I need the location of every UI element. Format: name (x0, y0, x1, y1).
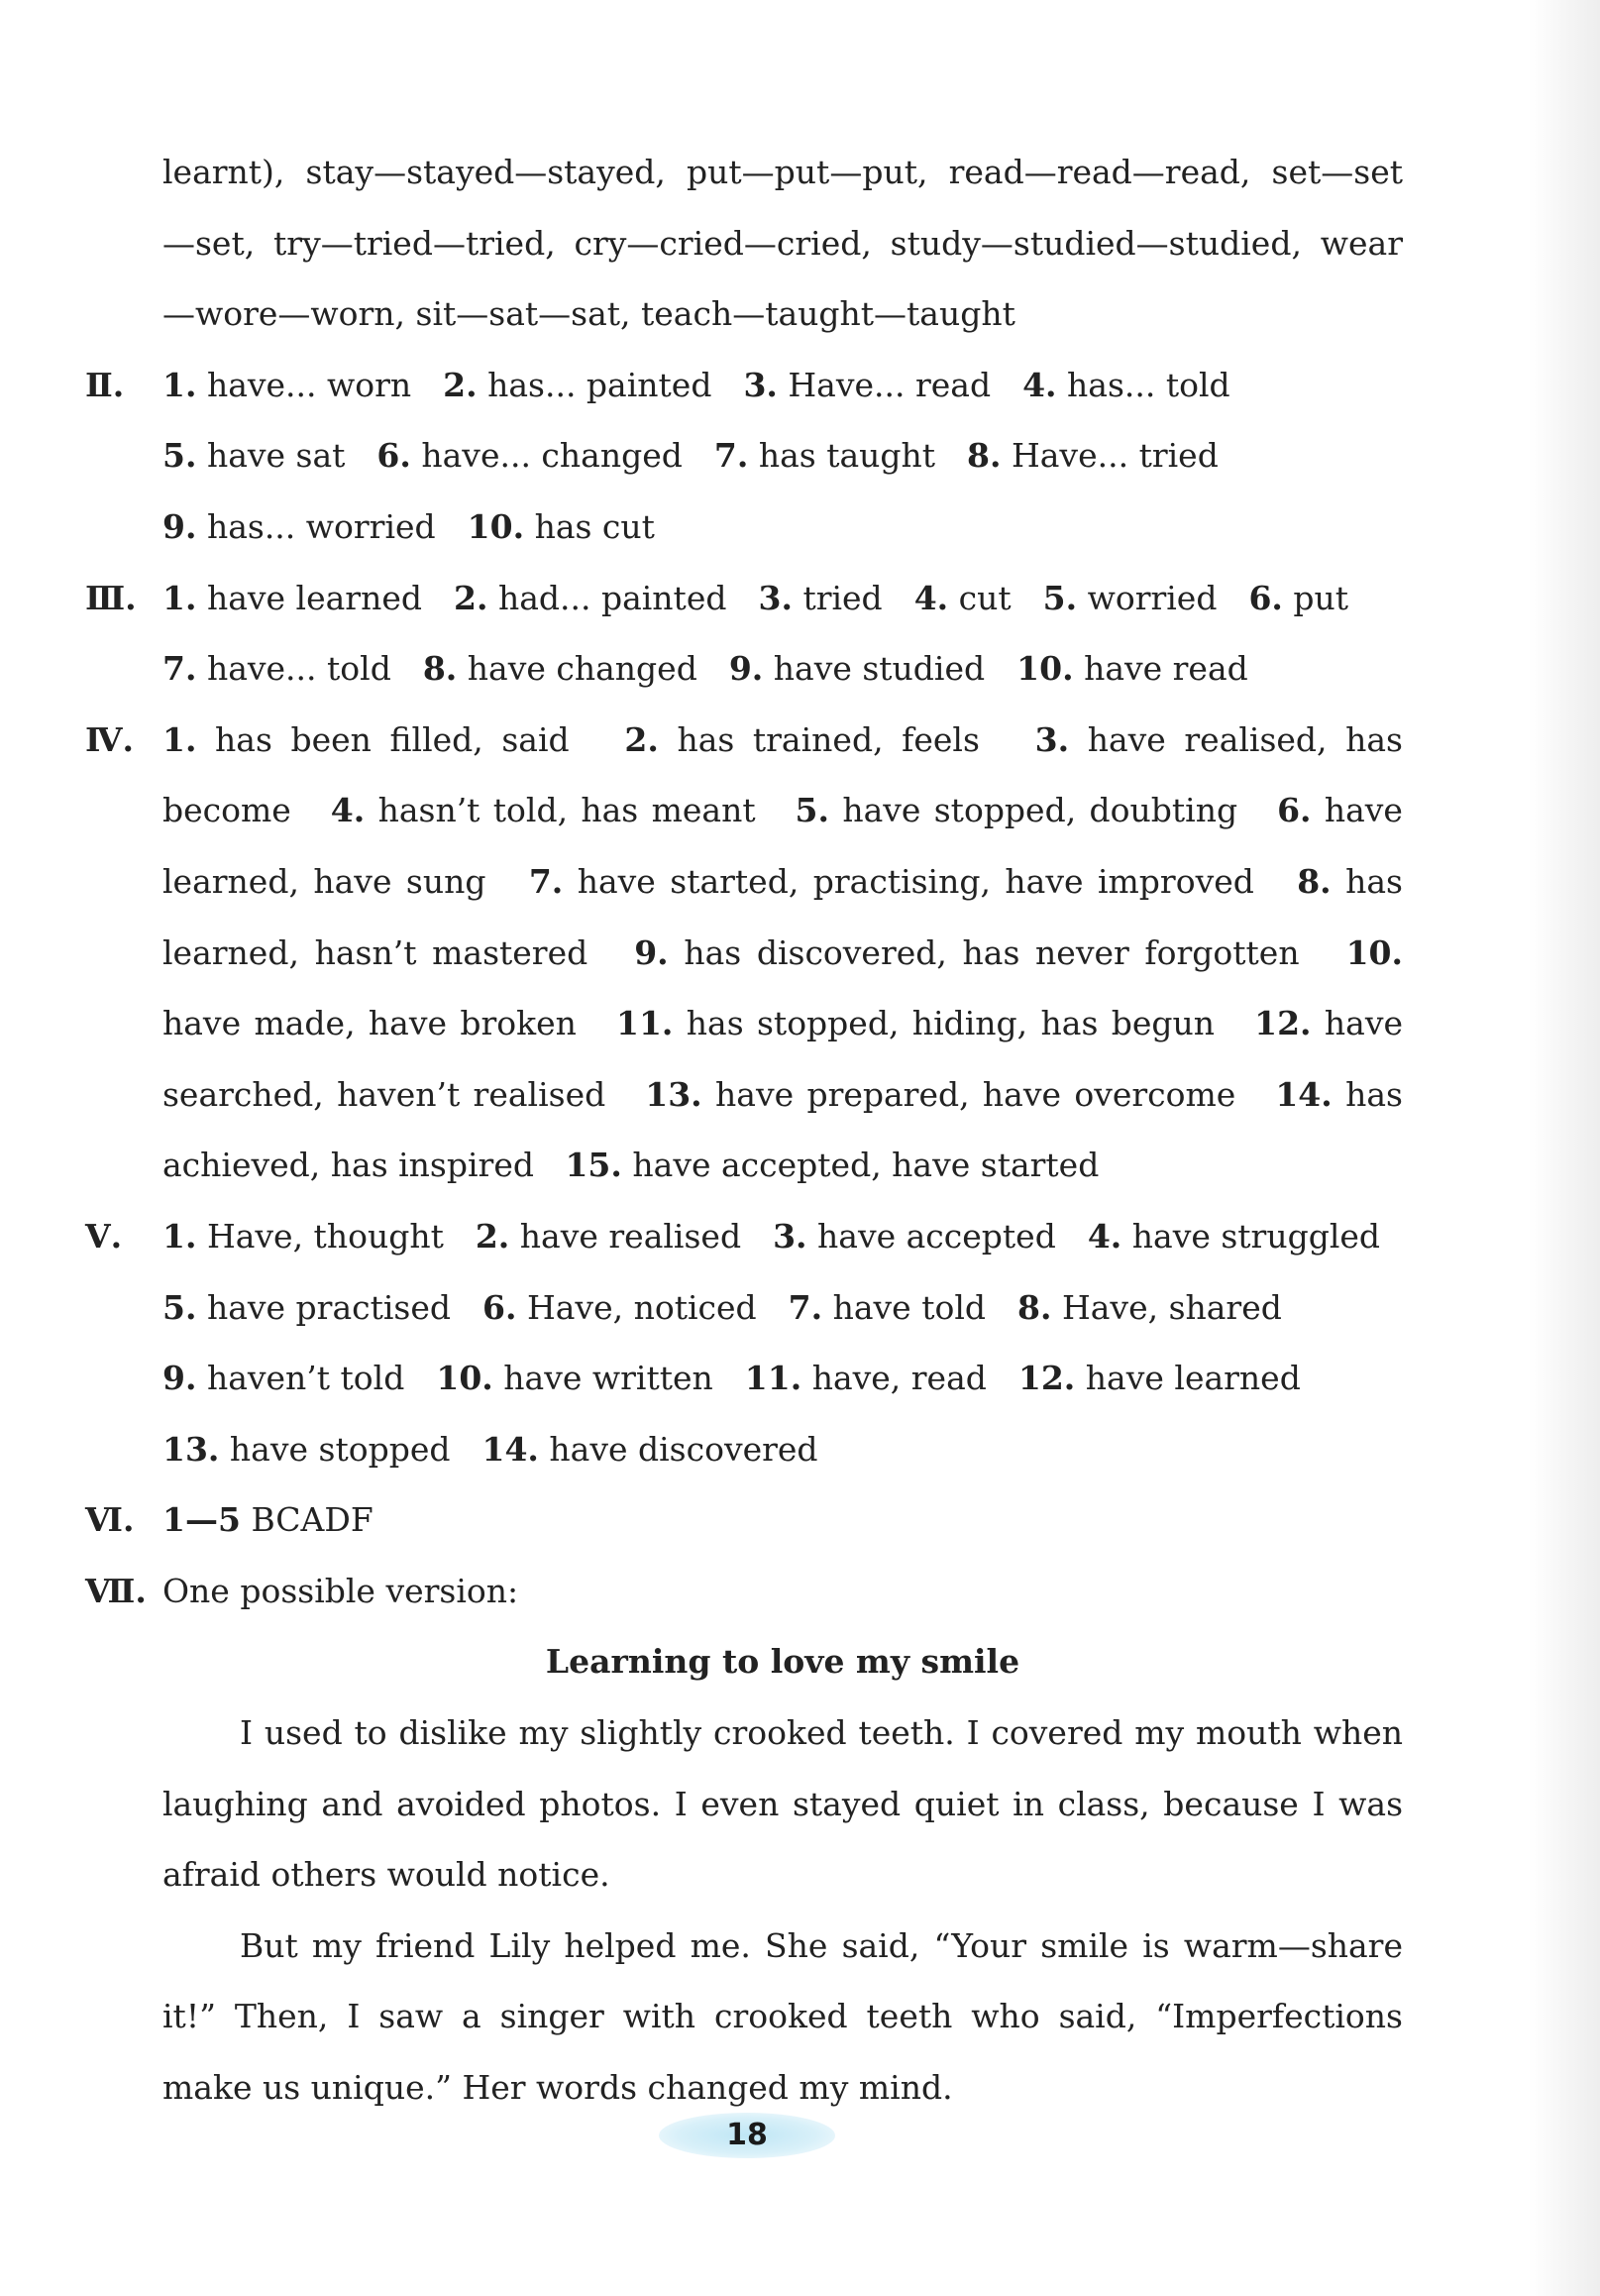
section-numeral: Ⅵ. (85, 1500, 135, 1540)
section-5-line (85, 1272, 1403, 1344)
section-3-line (85, 633, 1403, 705)
section-2-line (85, 420, 1403, 492)
answer-item: 7. has taught (713, 436, 936, 476)
section-numeral: Ⅱ. (85, 365, 125, 404)
answer-item: 9. has... worried (162, 506, 436, 546)
answer-item: 8. have changed (422, 649, 697, 689)
answer-item: 13. have stopped (162, 1429, 451, 1469)
answer-item: 10. have read (1016, 649, 1248, 689)
answer-item: 6. Have, noticed (482, 1287, 757, 1327)
answer-item: 5. have practised (162, 1287, 452, 1327)
section-7-intro: One possible version: (162, 1571, 519, 1610)
answer-item: 10. has cut (467, 506, 655, 546)
answer-item: 2. had... painted (453, 578, 727, 617)
answer-item: 3. have accepted (773, 1216, 1056, 1256)
answer-item: 6. have... changed (376, 436, 683, 476)
verb-forms-line: —wore—worn, sit—sat—sat, teach—taught—taught (162, 294, 1015, 334)
essay-title: Learning to love my smile (545, 1642, 1020, 1682)
section-6-line (85, 1484, 1403, 1556)
answer-item: 3. Have... read (743, 365, 992, 404)
section-numeral: Ⅴ. (85, 1216, 123, 1256)
verb-forms-line: learnt), stay—stayed—stayed, put—put—put, read—read—read, set—set (162, 153, 1403, 191)
answer-item: 14. have discovered (481, 1429, 818, 1469)
answer-item: 5. have sat (162, 436, 346, 476)
answer-item: 1. Have, thought (162, 1216, 444, 1256)
section-3-line (85, 563, 1403, 634)
section-5-line (85, 1343, 1403, 1414)
answer-key-content (85, 137, 1403, 2124)
answer-item: 2. has... painted (443, 365, 712, 404)
page-edge-shadow (1529, 0, 1600, 2296)
answer-item: 1. have learned (162, 578, 422, 617)
answer-range: 1—5 (162, 1500, 241, 1540)
section-2-line (85, 492, 1403, 563)
answer-item: 12. have learned (1017, 1359, 1301, 1398)
answer-item: 1. have... worn (162, 365, 412, 404)
answer-item: 6. put (1248, 578, 1349, 617)
answer-item: 9. have studied (728, 649, 986, 689)
answer-item: 5. worried (1042, 578, 1218, 617)
page-number: 18 (659, 2113, 835, 2158)
answer-letters: BCADF (251, 1500, 373, 1540)
section-7-line (85, 1556, 1403, 1627)
answer-item: 7. have... told (162, 649, 391, 689)
answer-item: 3. tried (758, 578, 883, 617)
answer-item: 4. cut (913, 578, 1012, 617)
answer-item: 11. have, read (744, 1359, 987, 1398)
section-4-block (85, 705, 1403, 1201)
essay-paragraph: I used to dislike my slightly crooked teeth. I covered my mouth when laughing and avoided photos. I even stayed quiet in class, because I was afraid others would notice. (162, 1713, 1403, 1895)
section-5-line (85, 1414, 1403, 1485)
answer-item: 8. Have, shared (1017, 1287, 1282, 1327)
answer-item: 2. have realised (475, 1216, 742, 1256)
answer-item: 4. have struggled (1087, 1216, 1381, 1256)
section-4-answers: 1. has been filled, said 2. has trained, feels 3. have realised, has become 4. hasn’t told, has meant 5. have stopped, doubting 6. have learned, have sung 7. have started, practising, have improved 8. has learned, hasn’t mastered 9. has discovered, has never forgotten 10. have made, have broken 11. has stopped, hiding, has begun 12. have searched, haven’t realised 13. have prepared, have overcome 14. has achieved, has inspired 15. have accepted, have started (162, 719, 1403, 1185)
answer-item: 10. have written (436, 1359, 713, 1398)
section-numeral: Ⅶ. (85, 1571, 147, 1610)
essay-body (85, 1697, 1403, 2124)
section-numeral: Ⅲ. (85, 578, 137, 617)
essay-paragraph: But my friend Lily helped me. She said, “Your smile is warm—share it!” Then, I saw a singer with crooked teeth who said, “Imperfections make us unique.” Her words changed my mind. (162, 1925, 1403, 2108)
section-numeral: Ⅳ. (85, 719, 134, 759)
answer-item: 8. Have... tried (967, 436, 1219, 476)
answer-item: 7. have told (788, 1287, 987, 1327)
section-5-line (85, 1201, 1403, 1272)
answer-item: 4. has... told (1022, 365, 1230, 404)
verb-forms-line: —set, try—tried—tried, cry—cried—cried, study—studied—studied, wear (162, 223, 1403, 263)
answer-item: 9. haven’t told (162, 1359, 405, 1398)
section-2-line (85, 350, 1403, 421)
